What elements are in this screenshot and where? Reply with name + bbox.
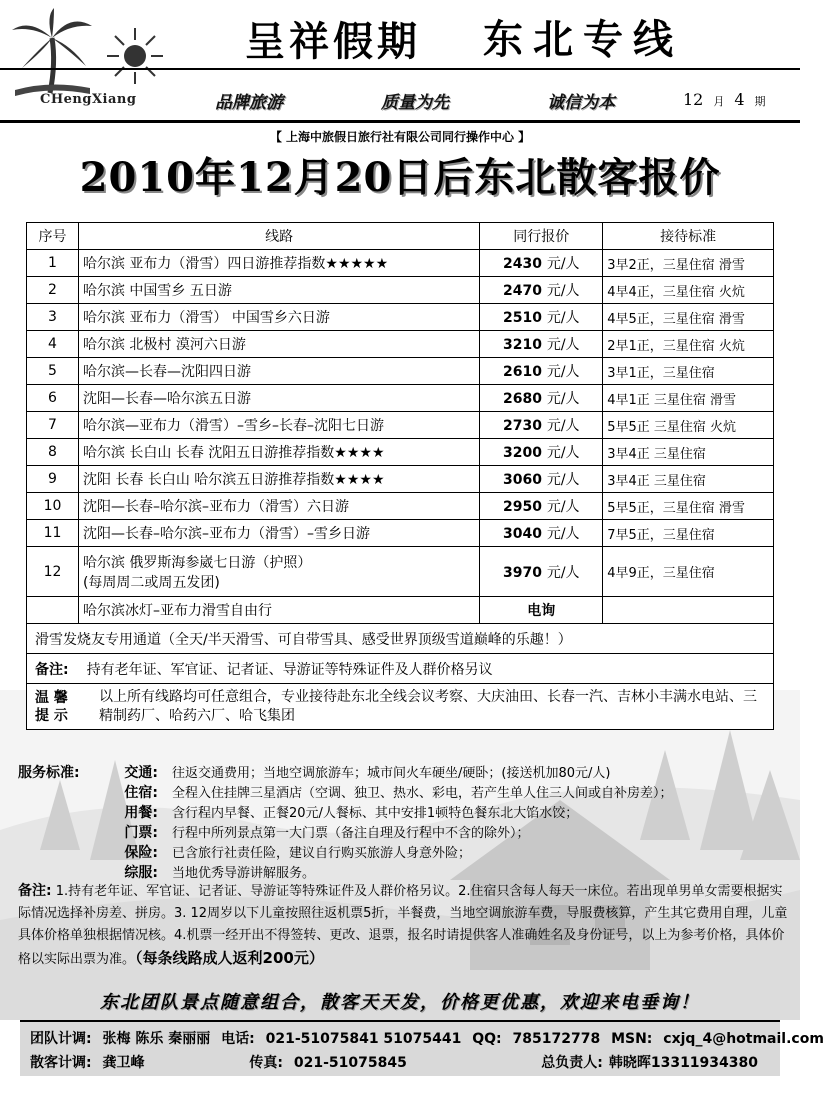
row-standard: 4早9正，三星住宿 [603, 547, 774, 597]
route-main: 哈尔滨 俄罗斯海参崴七日游（护照） [82, 554, 312, 571]
issue-month: 12 [683, 90, 704, 109]
remark-text: 持有老年证、军官证、记者证、导游证等特殊证件及人群价格另议 [86, 661, 493, 678]
service-text: 已含旅行社责任险，建议自行购买旅游人身意外险； [172, 846, 472, 861]
service-label: 交通: [124, 765, 158, 781]
fit-label: 散客计调: [30, 1055, 92, 1071]
service-item [116, 762, 610, 782]
remark-label: 备注: [35, 661, 69, 678]
row-route: 哈尔滨冰灯–亚布力滑雪自由行 [78, 597, 479, 624]
row-no: 6 [27, 385, 79, 412]
row-standard: 2早1正，三星住宿 火炕 [603, 331, 774, 358]
tip-cell [27, 684, 774, 730]
table-row [27, 385, 774, 412]
header-no: 序号 [27, 223, 79, 250]
row-route: 沈阳—长春–哈尔滨–亚布力（滑雪）–雪乡日游 [78, 520, 479, 547]
table-row [27, 466, 774, 493]
tip-label-line2: 提 示 [35, 707, 68, 724]
row-route: 沈阳—长春—哈尔滨五日游 [78, 385, 479, 412]
brand-line-title: 东北专线 [483, 16, 683, 63]
rebate-highlight: （每条线路成人返利200元） [135, 949, 324, 967]
service-text: 含行程内早餐、正餐20元/人餐标、其中安排1顿特色餐东北大馅水饺； [172, 806, 579, 821]
row-no: 2 [27, 277, 79, 304]
price-unit: 元/人 [546, 564, 580, 581]
table-row [27, 412, 774, 439]
row-no: 7 [27, 412, 79, 439]
row-route: 哈尔滨—亚布力（滑雪）–雪乡–长春–沈阳七日游 [78, 412, 479, 439]
row-price [480, 412, 603, 439]
row-standard: 4早5正，三星住宿 滑雪 [603, 304, 774, 331]
header [0, 0, 800, 122]
remarks-text: 1.持有老年证、军官证、记者证、导游证等特殊证件及人群价格另议。2.住宿只含每人每天一床位。若出现单男单女需要根据实际情况选择补房差、拼房。3. 12周岁以下儿童按照往返机票5折，半餐费，当地空调旅游车费，导服费核算，产生其它费用自理，儿童具体价格单独根据情况核。4.机票一经开出不得签转、更改、退票，报名时请提供客人准确姓名及身份证号，以上为参考价格，具体价格以实际出票为准。 [18, 884, 788, 967]
slogan-row [215, 88, 615, 113]
row-price [480, 493, 603, 520]
price-table [26, 222, 774, 730]
row-price-inquiry: 电询 [480, 597, 603, 624]
price-value: 2730 [503, 418, 542, 434]
phone-label: 电话: [221, 1031, 255, 1047]
service-text: 全程入住挂牌三星酒店（空调、独卫、热水、彩电，若产生单人住三人间或自补房差）； [172, 786, 673, 801]
row-price [480, 358, 603, 385]
table-row-extra [27, 597, 774, 624]
promo-slogan: 东北团队景点随意组合，散客天天发，价格更优惠，欢迎来电垂询！ [100, 992, 700, 1013]
row-standard: 3早1正，三星住宿 [603, 358, 774, 385]
manager-label: 总负责人: [541, 1055, 603, 1071]
service-item [116, 802, 578, 822]
row-standard-empty [603, 597, 774, 624]
price-unit: 元/人 [546, 472, 580, 488]
msn-label: MSN: [611, 1031, 653, 1047]
table-row [27, 358, 774, 385]
row-standard: 5早5正，三星住宿 滑雪 [603, 493, 774, 520]
fax-label: 传真: [249, 1055, 283, 1071]
team-label: 团队计调: [30, 1031, 92, 1047]
slogan-quality: 质量为先 [381, 93, 449, 113]
tip-label [35, 689, 89, 725]
row-route: 哈尔滨 中国雪乡 五日游 [78, 277, 479, 304]
row-standard: 3早4正 三星住宿 [603, 439, 774, 466]
row-no: 5 [27, 358, 79, 385]
ski-channel-row [27, 624, 774, 654]
msn-address[interactable]: cxjq_4@hotmail.com [663, 1031, 824, 1047]
price-value: 2680 [503, 391, 542, 407]
row-price [480, 547, 603, 597]
manager-contact[interactable]: 韩晓晖13311934380 [608, 1055, 758, 1071]
header-divider [0, 68, 800, 70]
issue-unit: 期 [754, 95, 766, 108]
manager-block [541, 1052, 764, 1072]
row-price [480, 331, 603, 358]
header-route: 线路 [78, 223, 479, 250]
row-route: 沈阳 长春 长白山 哈尔滨五日游推荐指数★★★★ [78, 466, 479, 493]
remark-cell [27, 654, 774, 684]
row-price [480, 466, 603, 493]
route-sub: (每周周二或周五发团) [82, 574, 220, 591]
ski-channel-text: 滑雪发烧友专用通道（全天/半天滑雪、可自带雪具、感受世界顶级雪道巅峰的乐趣！） [27, 624, 774, 654]
row-no: 10 [27, 493, 79, 520]
price-unit: 元/人 [546, 364, 580, 380]
table-row [27, 547, 774, 597]
service-label: 用餐: [124, 805, 158, 821]
row-no-empty [27, 597, 79, 624]
row-price [480, 385, 603, 412]
table-row [27, 493, 774, 520]
price-value: 2430 [503, 256, 542, 272]
price-value: 2470 [503, 283, 542, 299]
service-label: 保险: [124, 845, 158, 861]
row-no: 8 [27, 439, 79, 466]
row-standard: 3早2正，三星住宿 滑雪 [603, 250, 774, 277]
price-value: 2950 [503, 499, 542, 515]
row-route [78, 547, 479, 597]
service-text: 行程中所列景点第一大门票（备注自理及行程中不含的除外）； [172, 826, 530, 841]
row-route: 哈尔滨—长春—沈阳四日游 [78, 358, 479, 385]
row-no: 1 [27, 250, 79, 277]
fax-number[interactable]: 021-51075845 [293, 1055, 407, 1071]
price-value: 3040 [503, 526, 542, 542]
header-bottom-rule [0, 120, 800, 123]
row-standard: 7早5正，三星住宿 [603, 520, 774, 547]
contact-line-team [30, 1028, 830, 1048]
page-title: 2010年12月20日后东北散客报价 [79, 154, 721, 201]
price-value: 2510 [503, 310, 542, 326]
price-unit: 元/人 [546, 499, 580, 515]
price-unit: 元/人 [546, 391, 580, 407]
header-price: 同行报价 [480, 223, 603, 250]
row-standard: 5早5正 三星住宿 火炕 [603, 412, 774, 439]
fit-name: 龚卫峰 [102, 1055, 145, 1071]
header-standard: 接待标准 [603, 223, 774, 250]
service-item [116, 862, 315, 882]
table-row [27, 250, 774, 277]
row-price [480, 439, 603, 466]
row-no: 12 [27, 547, 79, 597]
issue-number [683, 90, 766, 109]
row-price [480, 277, 603, 304]
row-price [480, 520, 603, 547]
issue-no: 4 [734, 90, 745, 109]
issue-month-unit: 月 [713, 95, 725, 108]
tip-row [27, 684, 774, 730]
table-row [27, 277, 774, 304]
phone-number[interactable]: 021-51075841 51075441 [265, 1031, 462, 1047]
row-no: 11 [27, 520, 79, 547]
row-route: 哈尔滨 北极村 漠河六日游 [78, 331, 479, 358]
qq-number[interactable]: 785172778 [512, 1031, 601, 1047]
row-standard: 4早1正 三星住宿 滑雪 [603, 385, 774, 412]
price-value: 3970 [503, 564, 542, 581]
table-row [27, 331, 774, 358]
slogan-integrity: 诚信为本 [547, 93, 615, 113]
row-no: 4 [27, 331, 79, 358]
service-label: 综服: [124, 865, 158, 881]
table-row [27, 520, 774, 547]
row-price [480, 304, 603, 331]
service-text: 往返交通费用；当地空调旅游车；城市间火车硬坐/硬卧；(接送机加80元/人) [172, 766, 611, 781]
price-unit: 元/人 [546, 337, 580, 353]
row-route: 哈尔滨 亚布力（滑雪）四日游推荐指数★★★★★ [78, 250, 479, 277]
row-no: 9 [27, 466, 79, 493]
contact-panel [20, 1020, 824, 1076]
service-label: 住宿: [124, 785, 158, 801]
price-unit: 元/人 [546, 526, 580, 542]
table-row [27, 439, 774, 466]
tip-label-line1: 温 馨 [35, 689, 68, 706]
price-value: 2610 [503, 364, 542, 380]
service-label: 门票: [124, 825, 158, 841]
price-value: 3200 [503, 445, 542, 461]
service-title: 服务标准: [18, 765, 80, 781]
remarks-section [18, 880, 788, 971]
row-route: 沈阳—长春–哈尔滨–亚布力（滑雪）六日游 [78, 493, 479, 520]
service-item [116, 782, 673, 802]
remark-row [27, 654, 774, 684]
team-names: 张梅 陈乐 秦丽丽 [102, 1031, 211, 1047]
brand-name: 呈祥假期 [245, 18, 421, 65]
price-unit: 元/人 [546, 445, 580, 461]
operator-line: 【 上海中旅假日旅行社有限公司同行操作中心 】 [269, 130, 531, 144]
table-header-row [27, 223, 774, 250]
service-item [116, 822, 530, 842]
remarks-label: 备注: [18, 883, 52, 899]
contact-line-fit [30, 1052, 770, 1072]
service-item [116, 842, 471, 862]
row-price [480, 250, 603, 277]
row-no: 3 [27, 304, 79, 331]
price-unit: 元/人 [546, 418, 580, 434]
price-unit: 元/人 [546, 310, 580, 326]
logo-text: CHengXiang [40, 92, 137, 107]
row-standard: 3早4正 三星住宿 [603, 466, 774, 493]
row-route: 哈尔滨 长白山 长春 沈阳五日游推荐指数★★★★ [78, 439, 479, 466]
qq-label: QQ: [472, 1031, 502, 1047]
price-value: 3060 [503, 472, 542, 488]
table-row [27, 304, 774, 331]
row-route: 哈尔滨 亚布力（滑雪） 中国雪乡六日游 [78, 304, 479, 331]
service-text: 当地优秀导游讲解服务。 [172, 866, 316, 881]
slogan-brand: 品牌旅游 [215, 93, 283, 113]
tip-text: 以上所有线路均可任意组合，专业接待赴东北全线会议考察、大庆油田、长春一汽、吉林小丰满水电站、三精制药厂、哈药六厂、哈飞集团 [99, 688, 757, 724]
price-unit: 元/人 [546, 256, 580, 272]
row-standard: 4早4正，三星住宿 火炕 [603, 277, 774, 304]
price-value: 3210 [503, 337, 542, 353]
price-unit: 元/人 [546, 283, 580, 299]
